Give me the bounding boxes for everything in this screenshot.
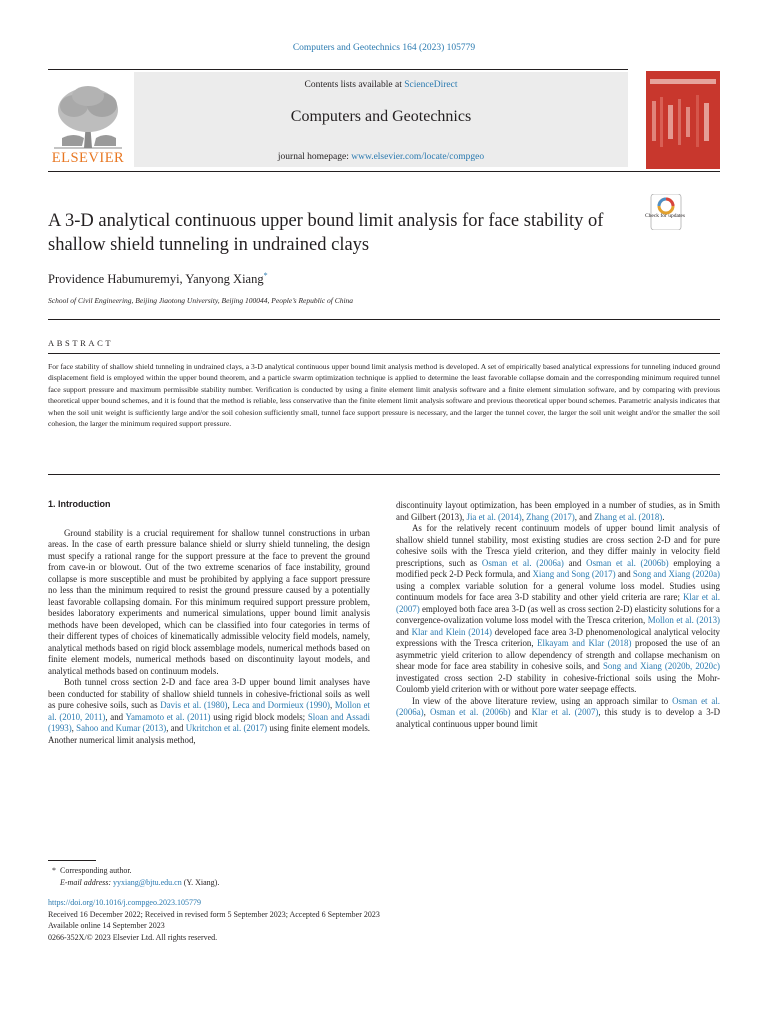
- doi-link[interactable]: https://doi.org/10.1016/j.compgeo.2023.105779: [48, 898, 201, 907]
- citation-link[interactable]: Osman et al. (2006b): [429, 707, 511, 717]
- citation-link[interactable]: Jia et al. (2014): [466, 511, 522, 522]
- body-text: , and: [166, 723, 186, 733]
- authors-names: Providence Habumuremyi, Yanyong Xiang: [48, 272, 264, 287]
- journal-cover-image[interactable]: [646, 71, 720, 169]
- body-text: .: [662, 511, 665, 522]
- body-text: Both tunnel cross section 2-D and face area 3-D upper bound limit analyses have been conducted for stability of shallow shield tunnels in cohesive-frictional soils as well as pure cohesive soils, such as: [48, 677, 370, 710]
- affiliation-rule: [48, 319, 720, 320]
- citation-link[interactable]: Elkayam and Klar (2018): [537, 638, 632, 648]
- email-note: [48, 877, 728, 889]
- journal-homepage-line: [134, 152, 628, 162]
- homepage-prefix: journal homepage:: [277, 152, 352, 162]
- intro-paragraph-3: [396, 523, 720, 696]
- body-text: , and: [105, 711, 126, 722]
- journal-reference[interactable]: Computers and Geotechnics 164 (2023) 105779: [292, 43, 476, 53]
- citation-link[interactable]: Song and Xiang (2020a): [632, 569, 720, 579]
- citation-link[interactable]: Osman et al. (2006a): [481, 557, 564, 568]
- available-online-date: Available online 14 September 2023: [48, 921, 165, 930]
- copyright-line: 0266-352X/© 2023 Elsevier Ltd. All rights reserved.: [48, 932, 218, 942]
- citation-link[interactable]: Leca and Dormieux (1990): [232, 700, 330, 710]
- citation-link[interactable]: Klar and Klein (2014): [411, 626, 492, 637]
- body-text: and: [396, 626, 412, 637]
- citation-link[interactable]: Davis et al. (1980): [160, 700, 228, 710]
- right-column: [396, 500, 720, 730]
- citation-link[interactable]: Ukritchon et al. (2017): [185, 723, 268, 733]
- citation-link[interactable]: Osman et al. (2006b): [586, 557, 669, 568]
- section-heading-introduction: 1. Introduction: [48, 499, 111, 509]
- citation-link[interactable]: Song and Xiang (2020b, 2020c): [602, 661, 720, 671]
- email-label: E-mail address:: [60, 877, 114, 887]
- body-text: using a complex variable solution for a general volume loss model. Studies using continuum models for face area 3-D stability and other yield criteria are rare;: [396, 580, 720, 602]
- body-text: and: [563, 557, 587, 568]
- footnote-mark: *: [52, 866, 56, 875]
- contents-prefix: Contents lists available at: [304, 80, 405, 90]
- citation-link[interactable]: Osman et al. (2006a): [396, 695, 720, 717]
- journal-title: Computers and Geotechnics: [290, 108, 472, 125]
- body-text: proposed the use of an asymmetric yield criterion to allow dependency of strength and collapse mechanism on shear mode for face area stability in cohesive soils, and: [396, 638, 720, 671]
- body-text: ,: [329, 700, 335, 710]
- body-text: developed face area 3-D phenomenological analytical velocity expressions with the Tresca criterion,: [396, 626, 720, 648]
- citation-link[interactable]: Yamamoto et al. (2011): [125, 711, 211, 722]
- intro-paragraph-4: [396, 696, 720, 731]
- body-text: and: [510, 707, 532, 717]
- body-text: , and: [574, 511, 595, 522]
- citation-link[interactable]: Zhang (2017): [526, 511, 575, 522]
- body-text: ,: [423, 707, 430, 717]
- body-text: investigated cross section 2-D stability in cohesive-frictional soils using the Mohr-Coulomb yield criterion with or without pore water seepage effects.: [396, 672, 720, 694]
- body-text: ,: [227, 700, 233, 710]
- check-for-updates-label[interactable]: Check for updates: [645, 213, 686, 219]
- elsevier-wordmark[interactable]: ELSEVIER: [51, 150, 125, 166]
- body-text: discontinuity layout optimization, has been employed in a number of studies, as in Smith and Gilbert (2013),: [396, 500, 720, 522]
- body-text: and: [615, 569, 633, 579]
- body-text: Ground stability is a crucial requirement for shallow tunnel constructions in urban areas. In the case of earth pressure balance shield or slurry shield tunneling, the design must specify a rational range for the support pressure at the face to prevent the ground from cave-in or blowout. Out of the two extreme scenarios of face instability, ground collapse is more susceptible and must be prohibited by applying a face support pressure no less than the minimum required to resist the ground pressure caused by a potentially least favorable collapsing domain. For this minimum required support pressure problem, besides laboratory experiments and numerical simulations, upper bound limit analysis methods have been developed, which can be classified into four categories in terms of their different types of choices of kinematically admissible velocity field models, namely, analytical methods based on rigid block assemblage models, numerical methods based on finite element models, numerical methods based on discontinuity layout models, and analytical methods based on continuum models.: [48, 527, 370, 676]
- received-dates: Received 16 December 2022; Received in revised form 5 September 2023; Accepted 6 September 2023: [48, 909, 380, 919]
- citation-link[interactable]: Zhang et al. (2018): [594, 511, 663, 522]
- footnote-rule: [48, 860, 96, 861]
- journal-homepage-link[interactable]: www.elsevier.com/locate/compgeo: [351, 152, 485, 162]
- header-top-rule: [48, 69, 628, 70]
- intro-paragraph-2: [48, 677, 370, 746]
- body-text: As for the relatively recent continuum models of upper bound limit analysis of shallow shield tunnel stability, most existing studies are cross section 2-D and for pure cohesive soils with the Tresca yield criterion, and they differ mainly in velocity field prescriptions, such as: [396, 523, 720, 568]
- check-for-updates-icon[interactable]: [648, 194, 684, 230]
- author-list: [48, 271, 268, 287]
- body-text: using rigid block models;: [210, 711, 308, 722]
- email-link[interactable]: yyxiang@bjtu.edu.cn: [113, 877, 182, 887]
- corresponding-author-mark[interactable]: *: [263, 271, 268, 280]
- citation-link[interactable]: Mollon et al. (2013): [647, 615, 720, 625]
- email-suffix: (Y. Xiang).: [181, 877, 220, 887]
- body-text: employed both face area 3-D (as well as cross section 2-D) elasticity solutions for a convergence-ovalization volume loss model with the Tresca criterion,: [396, 603, 720, 625]
- corresponding-author-note: [48, 865, 728, 877]
- corresponding-author-text: Corresponding author.: [60, 866, 132, 875]
- citation-link[interactable]: Klar et al. (2007): [396, 592, 720, 614]
- body-text: In view of the above literature review, using an approach similar to: [412, 695, 673, 706]
- body-text: employing a modified peck 2-D Peck formula, and: [396, 557, 720, 579]
- sciencedirect-link[interactable]: ScienceDirect: [404, 80, 458, 90]
- header-bottom-rule: [48, 171, 720, 172]
- intro-paragraph-2-continued: [396, 500, 720, 523]
- citation-link[interactable]: Sloan and Assadi (1993): [48, 711, 370, 733]
- citation-link[interactable]: Mollon et al. (2010, 2011): [48, 700, 371, 722]
- journal-cover-graphic: [646, 71, 720, 169]
- body-text: ,: [521, 511, 527, 522]
- citation-link[interactable]: Xiang and Song (2017): [532, 569, 616, 579]
- body-text: using finite element models. Another numerical limit analysis method,: [48, 723, 370, 745]
- abstract-bottom-rule: [48, 474, 720, 475]
- abstract-heading: ABSTRACT: [48, 338, 114, 348]
- left-column: [48, 499, 370, 746]
- body-text: ,: [71, 723, 77, 733]
- footnotes: [48, 865, 728, 943]
- contents-line: [134, 80, 628, 90]
- paper-title: A 3-D analytical continuous upper bound limit analysis for face stability of shallow shield tunneling in undrained clays: [48, 211, 604, 255]
- author-affiliation: School of Civil Engineering, Beijing Jiaotong University, Beijing 100044, People’s Republic of China: [48, 296, 354, 305]
- citation-link[interactable]: Klar et al. (2007): [531, 707, 599, 717]
- abstract-text: For face stability of shallow shield tunneling in undrained clays, a 3-D analytical continuous upper bound limit analysis method is developed. A set of empirically based analytical expressions for tunneling induced ground displacement field is employed within the upper bound theorem, and a particle swarm optimization technique is applied to determine the least favorable collapse domain and the corresponding minimum required tunnel face support pressure and maximum permissible stability number. Verification is conducted by using a finite element limit analysis software and a finite element simulation software, and by comparing with previous theoretical upper bound schemes, and it is found that the method is reliable, less conservative than the finite element limit analysis software and previous theoretical upper bound schemes. Parametric analysis indicates that when the soil unit weight is sufficiently large and/or the soil cohesion sufficiently small, tunnel face support pressure is necessary, and the larger the tunnel cover, the larger the soil unit weight and/or the smaller the soil cohesion, the larger the minimum required support pressure.: [48, 362, 720, 429]
- intro-paragraph-1: [48, 528, 370, 678]
- body-text: , this study is to develop a 3-D analytical continuous upper bound limit: [396, 707, 721, 729]
- citation-link[interactable]: Sahoo and Kumar (2013): [76, 723, 167, 733]
- abstract-top-rule: [48, 353, 720, 354]
